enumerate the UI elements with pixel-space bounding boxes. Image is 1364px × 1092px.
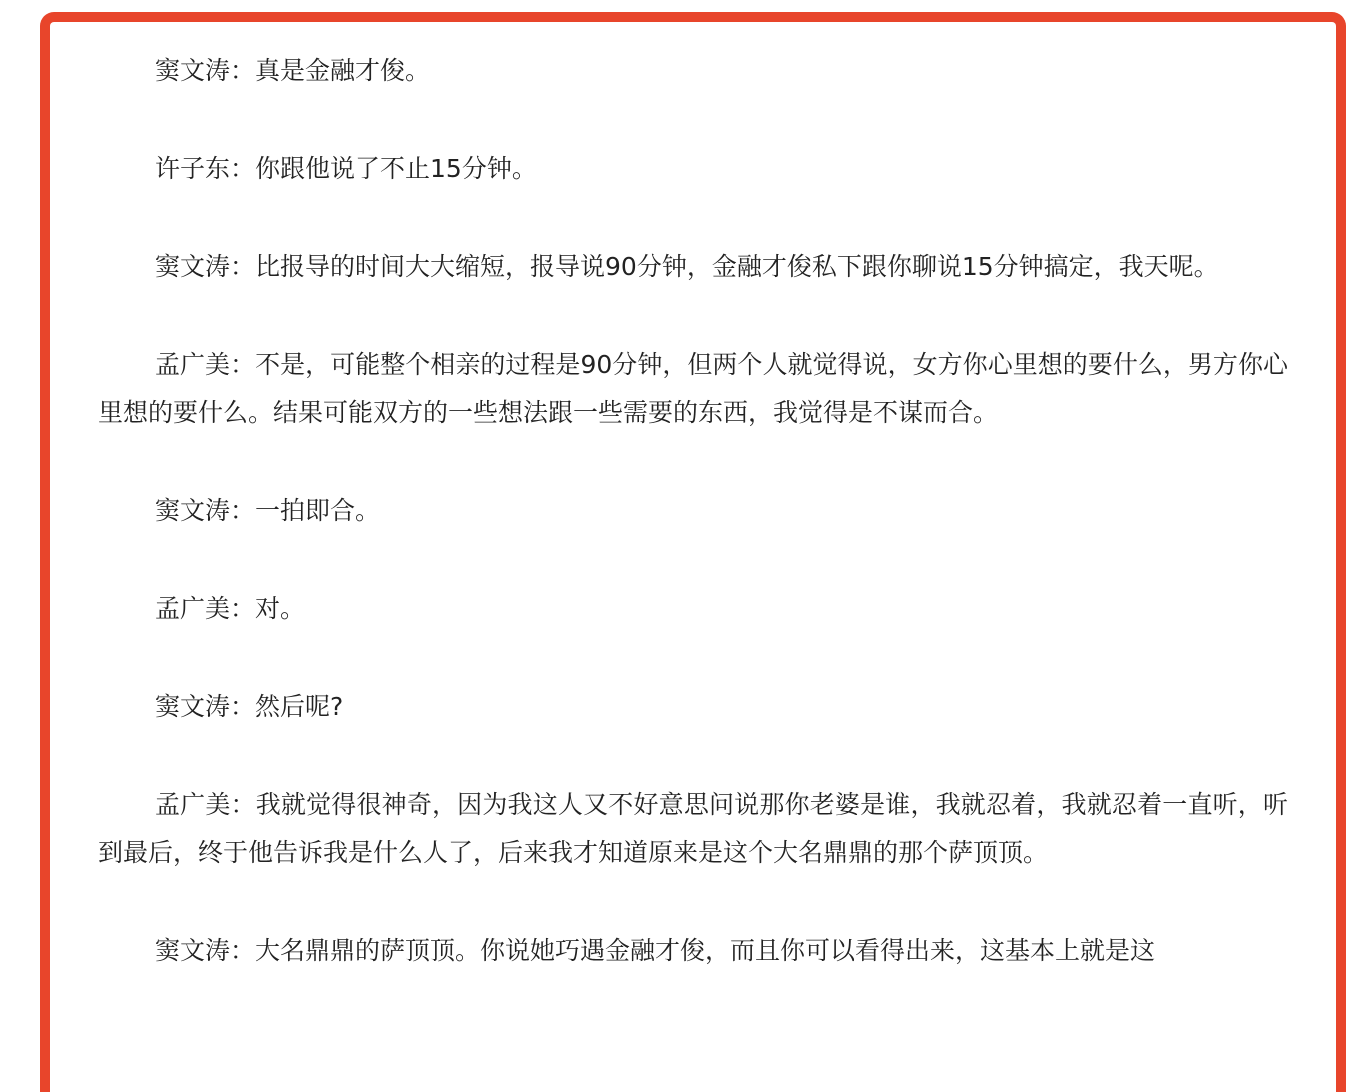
transcript-body [98,47,1288,1025]
transcript-paragraph: 窦文涛：大名鼎鼎的萨顶顶。你说她巧遇金融才俊，而且你可以看得出来，这基本上就是这 [155,936,1156,965]
transcript-paragraph: 窦文涛：然后呢? [155,692,344,721]
transcript-paragraph: 孟广美：对。 [155,594,306,623]
article-frame [40,12,1346,1092]
transcript-paragraph: 窦文涛：真是金融才俊。 [155,56,431,85]
transcript-paragraph: 窦文涛：一拍即合。 [155,496,381,525]
transcript-paragraph: 许子东：你跟他说了不止15分钟。 [155,154,537,183]
transcript-paragraph: 窦文涛：比报导的时间大大缩短，报导说90分钟，金融才俊私下跟你聊说15分钟搞定，我天呢。 [155,252,1219,281]
transcript-paragraph: 孟广美：不是，可能整个相亲的过程是90分钟，但两个人就觉得说，女方你心里想的要什么，男方你心里想的要什么。结果可能双方的一些想法跟一些需要的东西，我觉得是不谋而合。 [98,350,1288,427]
transcript-paragraph: 孟广美：我就觉得很神奇，因为我这人又不好意思问说那你老婆是谁，我就忍着，我就忍着一直听，听到最后，终于他告诉我是什么人了，后来我才知道原来是这个大名鼎鼎的那个萨顶顶。 [98,790,1288,867]
